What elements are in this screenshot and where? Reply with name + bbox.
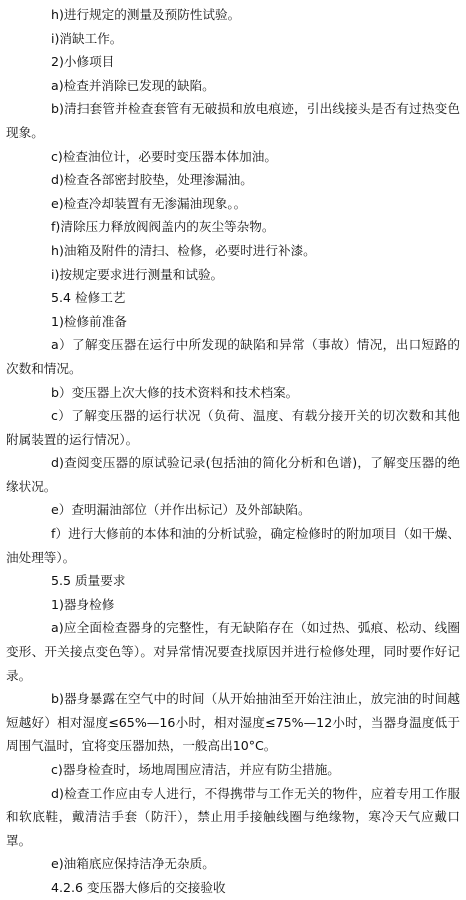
paragraph-minor-e: e)检查冷却装置有无渗漏油现象。。 (51, 195, 247, 211)
paragraph-minor-a: a)检查并消除已发现的缺陷。 (51, 77, 215, 93)
paragraph-prep-a: a）了解变压器在运行中所发现的缺陷和异常（事故）情况，出口短路的次数和情况。 (6, 337, 460, 376)
paragraph-prep-b: b）变压器上次大修的技术资料和技术档案。 (51, 384, 299, 400)
paragraph-prep-d: d)查阅变压器的原试验记录(包括油的简化分析和色谱)，了解变压器的绝缘状况。 (6, 455, 460, 494)
paragraph-core-b: b)器身暴露在空气中的时间（从开始抽油至开始注油止，放完油的时间越短越好）相对湿度≤65%—16小时，相对湿度≤75%—12小时，当器身温度低于周围气温时，宜将变压器加热，一般高出10°C。 (6, 691, 460, 754)
section-heading-5-5: 5.5 质量要求 (51, 573, 126, 589)
paragraph-defect-work: i)消缺工作。 (51, 30, 123, 46)
paragraph-minor-c: c)检查油位计，必要时变压器本体加油。 (51, 148, 277, 164)
paragraph-minor-b: b)清扫套管并检查套管有无破损和放电痕迹，引出线接头是否有过热变色现象。 (6, 101, 460, 140)
paragraph-minor-i: i)按规定要求进行测量和试验。 (51, 266, 224, 282)
paragraph-minor-f: f)清除压力释放阀阀盖内的灰尘等杂物。 (51, 219, 275, 235)
section-heading-5-4: 5.4 检修工艺 (51, 290, 126, 306)
heading-core-inspection: 1)器身检修 (51, 596, 115, 612)
paragraph-core-a: a)应全面检查器身的完整性，有无缺陷存在（如过热、弧痕、松动、线圈变形、开关接点变色等）。对异常情况要查找原因并进行检修处理，同时要作好记录。 (6, 620, 460, 683)
paragraph-minor-d: d)检查各部密封胶垫，处理渗漏油。 (51, 172, 253, 188)
paragraph-measurement-tests: h)进行规定的测量及预防性试验。 (51, 7, 241, 22)
paragraph-core-e: e)油箱底应保持洁净无杂质。 (51, 856, 215, 872)
paragraph-core-c: c)器身检查时，场地周围应清洁，并应有防尘措施。 (51, 762, 340, 777)
paragraph-prep-c: c）了解变压器的运行状况（负荷、温度、有载分接开关的切次数和其他附属装置的运行情况）。 (6, 408, 460, 447)
paragraph-minor-h: h)油箱及附件的清扫、检修，必要时进行补漆。 (51, 242, 316, 258)
paragraph-prep-f: f）进行大修前的本体和油的分析试验，确定检修时的附加项目（如干燥、油处理等）。 (6, 526, 460, 565)
paragraph-core-d: d)检查工作应由专人进行，不得携带与工作无关的物件，应着专用工作服和软底鞋，戴清洁手套（防汗），禁止用手接触线圈与绝缘物，寒冷天气应戴口罩。 (6, 785, 460, 848)
heading-pre-repair-preparation: 1)检修前准备 (51, 313, 127, 329)
section-heading-4-2-6: 4.2.6 变压器大修后的交接验收 (51, 879, 226, 895)
paragraph-prep-e: e）查明漏油部位（并作出标记）及外部缺陷。 (51, 502, 311, 518)
heading-minor-repair-items: 2)小修项目 (51, 54, 115, 70)
